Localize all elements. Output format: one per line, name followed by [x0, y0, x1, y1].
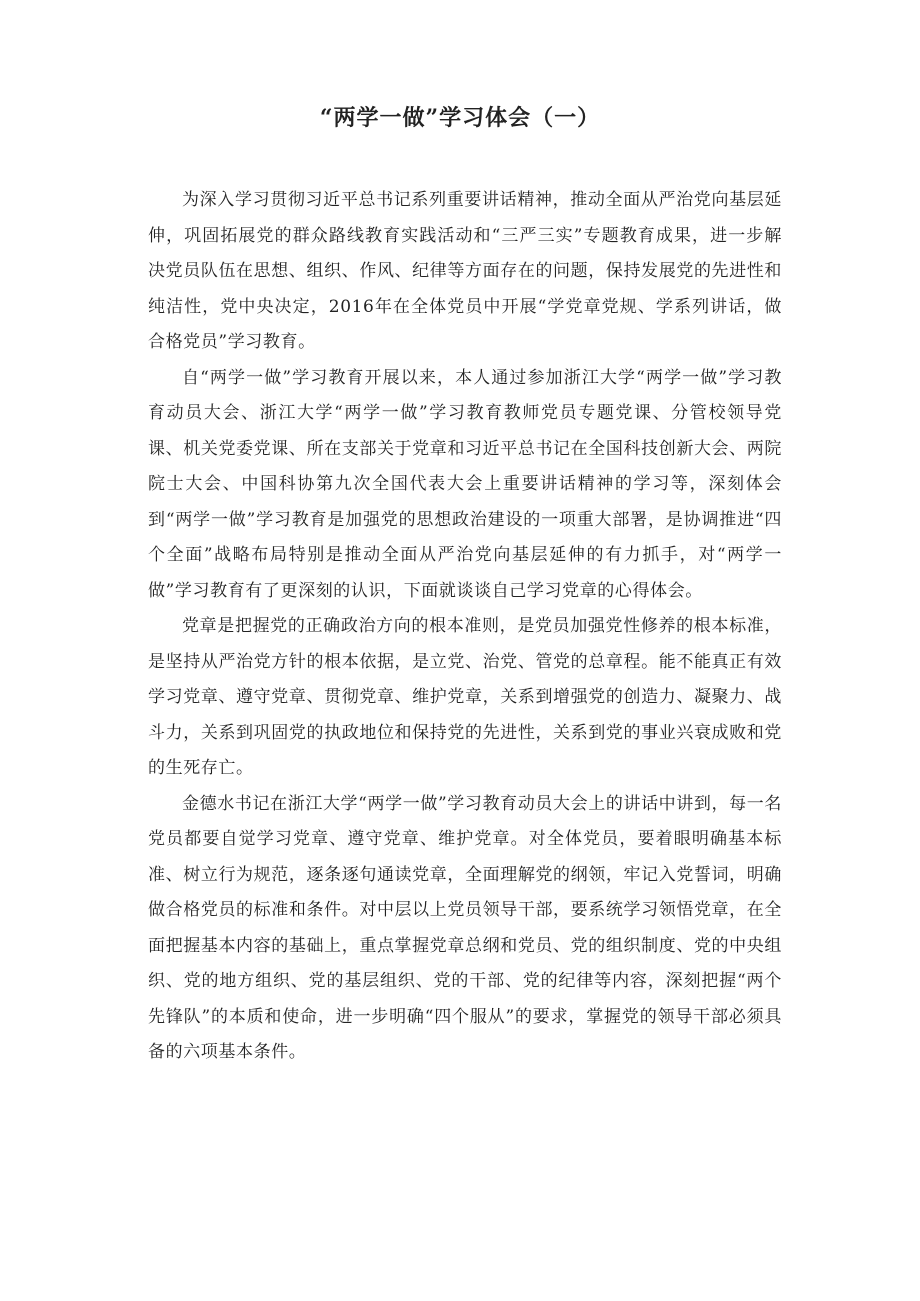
paragraph-3: 党章是把握党的正确政治方向的根本准则，是党员加强党性修养的根本标准，是坚持从严治党方针的根本依据，是立党、治党、管党的总章程。能不能真正有效学习党章、遵守党章、贯彻党章、维护党章，关系到增强党的创造力、凝聚力、战斗力，关系到巩固党的执政地位和保持党的先进性，关系到党的事业兴衰成败和党的生死存亡。 [148, 616, 782, 778]
document-title: “两学一做”学习体会（一） [319, 105, 601, 131]
paragraph-2: 自“两学一做”学习教育开展以来，本人通过参加浙江大学“两学一做”学习教育动员大会、浙江大学“两学一做”学习教育教师党员专题党课、分管校领导党课、机关党委党课、所在支部关于党章和习近平总书记在全国科技创新大会、两院院士大会、中国科协第九次全国代表大会上重要讲话精神的学习等，深刻体会到“两学一做”学习教育是加强党的思想政治建设的一项重大部署，是协调推进“四个全面”战略布局特别是推动全面从严治党向基层延伸的有力抓手，对“两学一做”学习教育有了更深刻的认识，下面就谈谈自己学习党章的心得体会。 [148, 367, 782, 601]
paragraph-4: 金德水书记在浙江大学“两学一做”学习教育动员大会上的讲话中讲到，每一名党员都要自觉学习党章、遵守党章、维护党章。对全体党员，要着眼明确基本标准、树立行为规范，逐条逐句通读党章，全面理解党的纲领，牢记入党誓词，明确做合格党员的标准和条件。对中层以上党员领导干部，要系统学习领悟党章，在全面把握基本内容的基础上，重点掌握党章总纲和党员、党的组织制度、党的中央组织、党的地方组织、党的基层组织、党的干部、党的纪律等内容，深刻把握“两个先锋队”的本质和使命，进一步明确“四个服从”的要求，掌握党的领导干部必须具备的六项基本条件。 [148, 793, 782, 1062]
paragraph-1: 为深入学习贯彻习近平总书记系列重要讲话精神，推动全面从严治党向基层延伸，巩固拓展党的群众路线教育实践活动和“三严三实”专题教育成果，进一步解决党员队伍在思想、组织、作风、纪律等方面存在的问题，保持发展党的先进性和纯洁性，党中央决定，2016年在全体党员中开展“学党章党规、学系列讲话，做合格党员”学习教育。 [148, 190, 782, 352]
document-body [148, 183, 782, 1071]
